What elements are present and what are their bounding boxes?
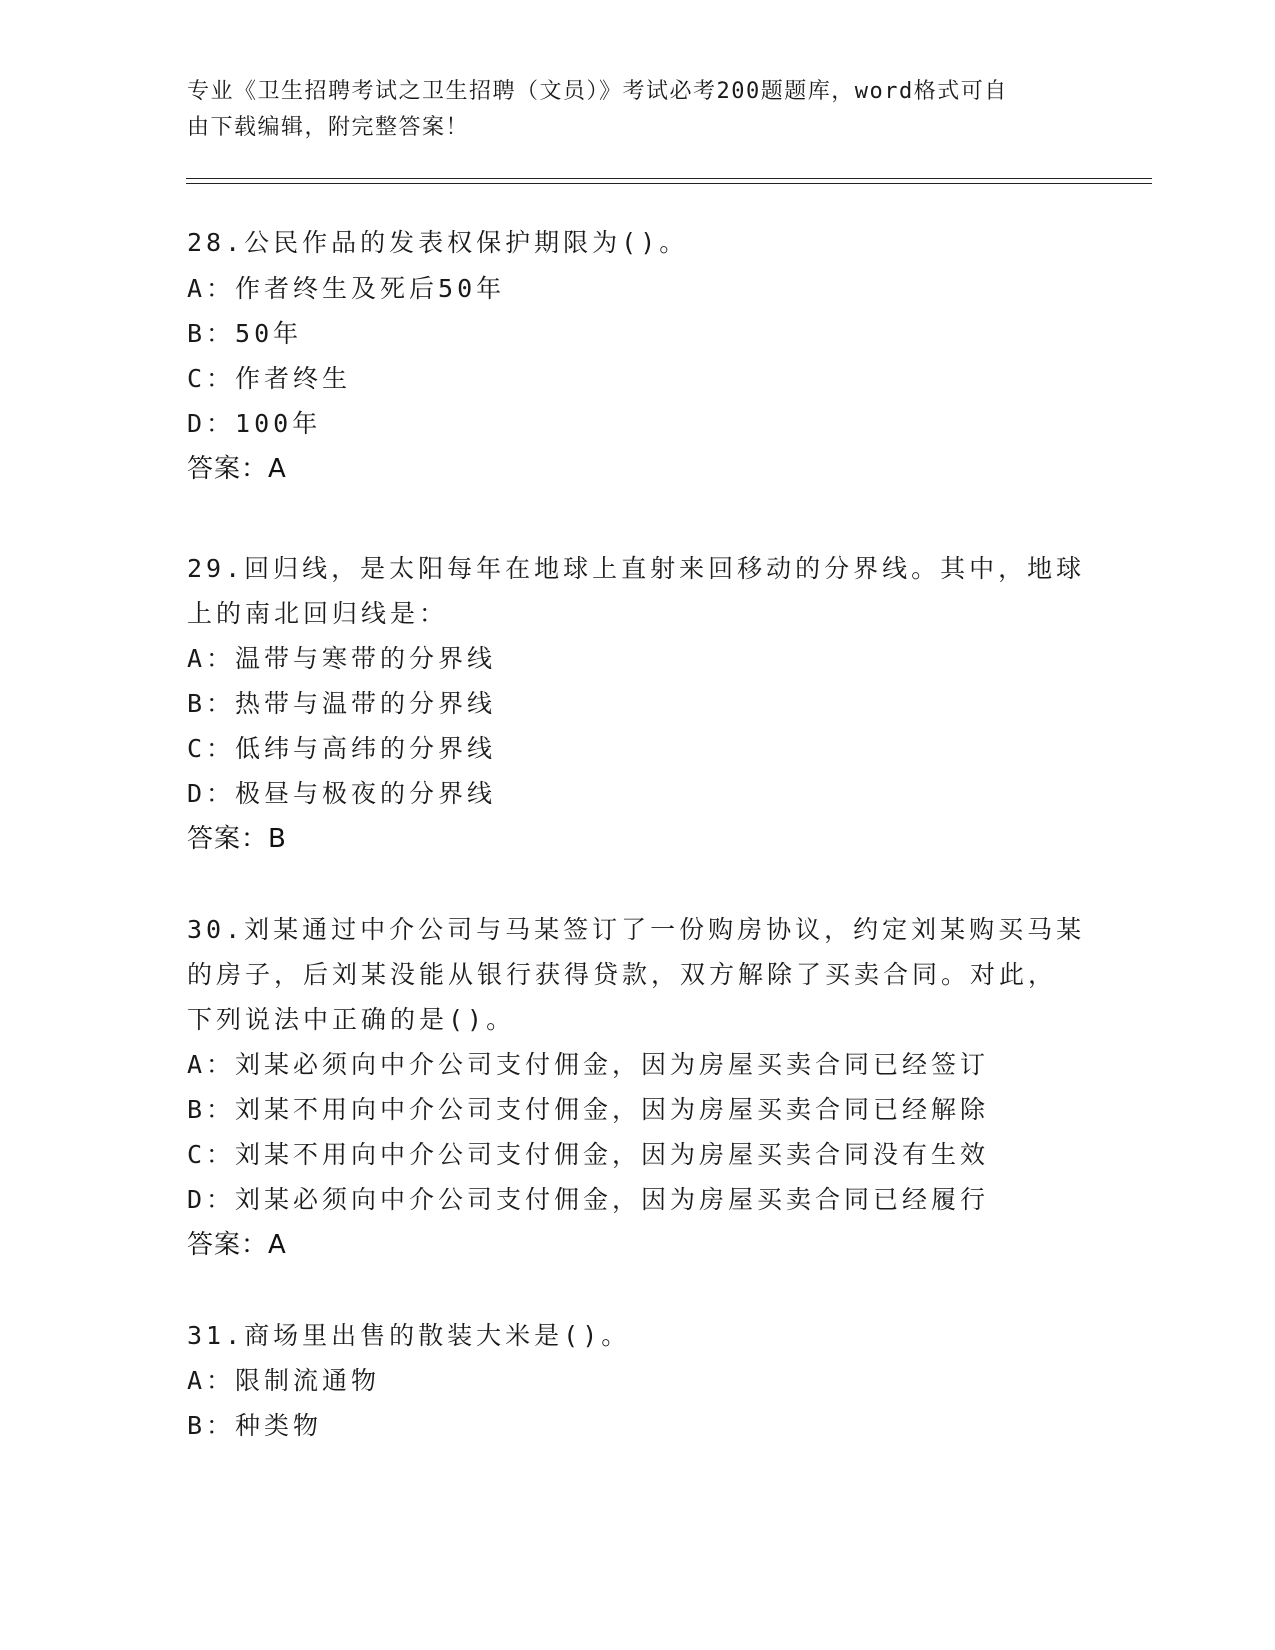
- option-c: C：作者终生: [187, 364, 352, 393]
- option-b: B：热带与温带的分界线: [187, 689, 497, 718]
- option-b: B：刘某不用向中介公司支付佣金，因为房屋买卖合同已经解除: [187, 1095, 990, 1124]
- option-b: B：种类物: [187, 1411, 323, 1440]
- option-b: B：50年: [187, 319, 303, 348]
- question-stem: 30.刘某通过中介公司与马某签订了一份购房协议，约定刘某购买马某: [187, 915, 1086, 944]
- question-stem: 29.回归线，是太阳每年在地球上直射来回移动的分界线。其中，地球: [187, 554, 1086, 583]
- header-divider-top: [186, 178, 1152, 179]
- question-stem-cont: 下列说法中正确的是()。: [187, 1005, 516, 1034]
- answer-label: 答案：A: [187, 1230, 287, 1260]
- option-c: C：刘某不用向中介公司支付佣金，因为房屋买卖合同没有生效: [187, 1140, 990, 1169]
- header-divider-bottom: [186, 183, 1152, 184]
- document-header: [187, 74, 1067, 146]
- option-a: A：作者终生及死后50年: [187, 274, 506, 303]
- question-stem: 31.商场里出售的散装大米是()。: [187, 1321, 631, 1350]
- question-stem: 28.公民作品的发表权保护期限为()。: [187, 228, 689, 257]
- answer-label: 答案：B: [187, 824, 287, 854]
- answer-label: 答案：A: [187, 454, 287, 484]
- question-stem-cont: 上的南北回归线是：: [187, 599, 449, 628]
- option-a: A：刘某必须向中介公司支付佣金，因为房屋买卖合同已经签订: [187, 1050, 990, 1079]
- option-d: D：100年: [187, 409, 322, 438]
- option-a: A：温带与寒带的分界线: [187, 644, 497, 673]
- question-stem-cont: 的房子，后刘某没能从银行获得贷款，双方解除了买卖合同。对此，: [187, 960, 1058, 989]
- option-d: D：极昼与极夜的分界线: [187, 779, 497, 808]
- option-c: C：低纬与高纬的分界线: [187, 734, 497, 763]
- option-d: D：刘某必须向中介公司支付佣金，因为房屋买卖合同已经履行: [187, 1185, 990, 1214]
- header-line-2: 由下载编辑，附完整答案！: [187, 115, 470, 140]
- option-a: A：限制流通物: [187, 1366, 381, 1395]
- header-line-1: 专业《卫生招聘考试之卫生招聘（文员）》考试必考200题题库，word格式可自: [187, 79, 1008, 104]
